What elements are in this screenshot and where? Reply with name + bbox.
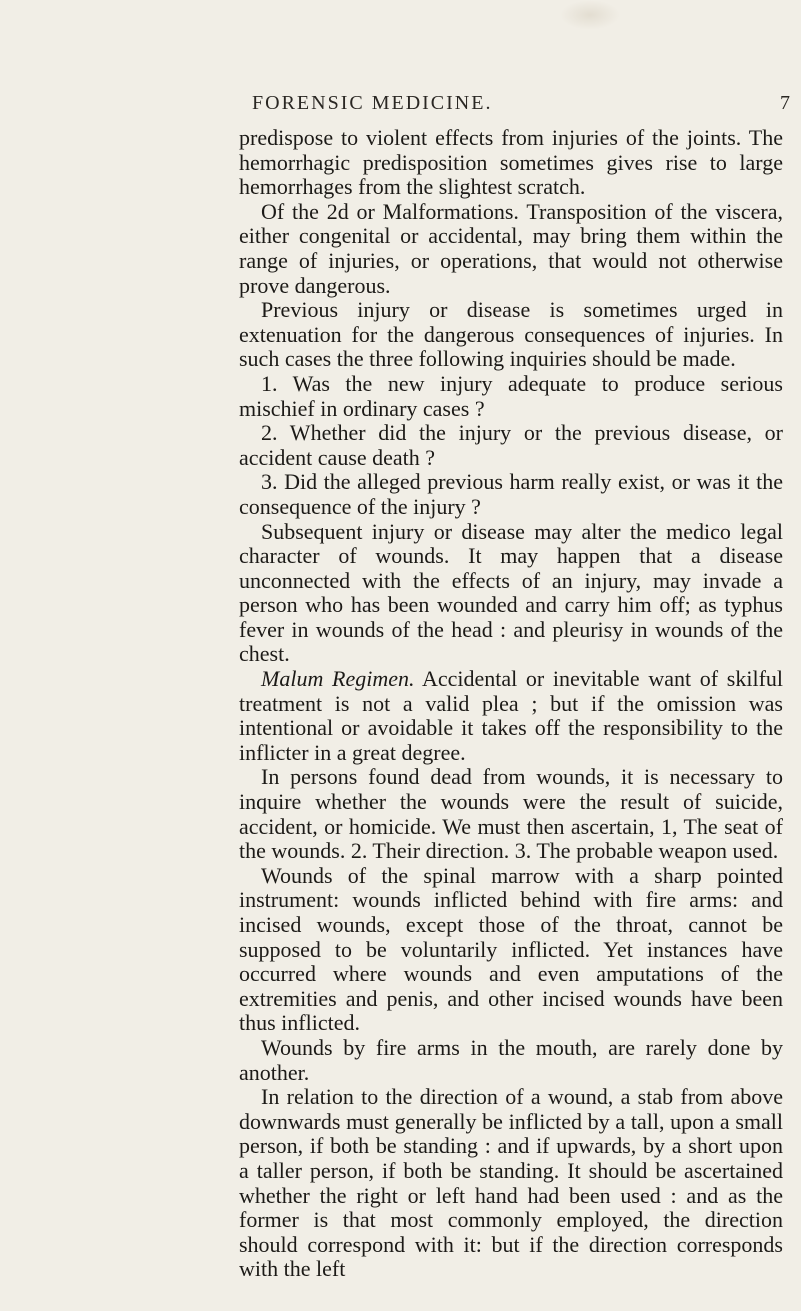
numbered-inquiry: 2. Whether did the injury or the previous disease, or accident cause death ?	[239, 420, 783, 470]
paragraph: In relation to the direction of a wound, a stab from above downwards must generally be inflicted by a tall, upon a small person, if both be standing : and if upwards, by a short upon a taller person, if both be standing. It should be ascertained whether the right or left hand had been used : and as the former is that most commonly employed, the direction should correspond with it: but if the direction corresponds with the left	[239, 1084, 783, 1282]
paragraph: Subsequent injury or disease may alter the medico legal character of wounds. It may happen that a disease unconnected with the effects of an injury, may invade a person who has been wounded and carry him off; as typhus fever in wounds of the head : and pleurisy in wounds of the chest.	[239, 518, 783, 667]
numbered-inquiry: 3. Did the alleged previous harm really exist, or was it the consequence of the injury ?	[239, 469, 783, 519]
paragraph: Previous injury or disease is sometimes urged in extenuation for the dangerous consequences of injuries. In such cases the three following inquiries should be made.	[239, 297, 783, 372]
paragraph: Wounds by fire arms in the mouth, are rarely done by another.	[239, 1034, 783, 1085]
italic-lead: Malum Regimen.	[261, 666, 415, 692]
page-number: 7	[780, 92, 790, 114]
paragraph: In persons found dead from wounds, it is necessary to inquire whether the wounds were the result of suicide, accident, or homicide. We must then ascertain, 1, The seat of the wounds. 2. Their direction. 3. The probable weapon used.	[239, 764, 783, 864]
body-text	[239, 126, 783, 1282]
paragraph: Of the 2d or Malformations. Transposition of the viscera, either congenital or accidental, may bring them within the range of injuries, or operations, that would not otherwise prove dangerous.	[239, 198, 783, 298]
paragraph-text: Accidental or inevitable want of skilful treatment is not a valid plea ; but if the omission was intentional or avoidable it takes off the responsibility to the inflicter in a great degree.	[239, 666, 784, 765]
page-smudge	[560, 0, 620, 30]
paragraph: Wounds of the spinal marrow with a sharp pointed instrument: wounds inflicted behind with fire arms: and incised wounds, except those of the throat, cannot be supposed to be voluntarily inflicted. Yet instances have occurred where wounds and even amputations of the extremities and penis, and other incised wounds have been thus inflicted.	[239, 862, 783, 1036]
running-head-title: FORENSIC MEDICINE.	[252, 92, 493, 114]
running-head	[252, 92, 622, 115]
paragraph: predispose to violent effects from injuries of the joints. The hemorrhagic predisposition sometimes gives rise to large hemorrhages from the slightest scratch.	[239, 125, 783, 200]
numbered-inquiry: 1. Was the new injury adequate to produce serious mischief in ordinary cases ?	[239, 370, 783, 421]
paragraph-malum-regimen	[239, 667, 783, 765]
